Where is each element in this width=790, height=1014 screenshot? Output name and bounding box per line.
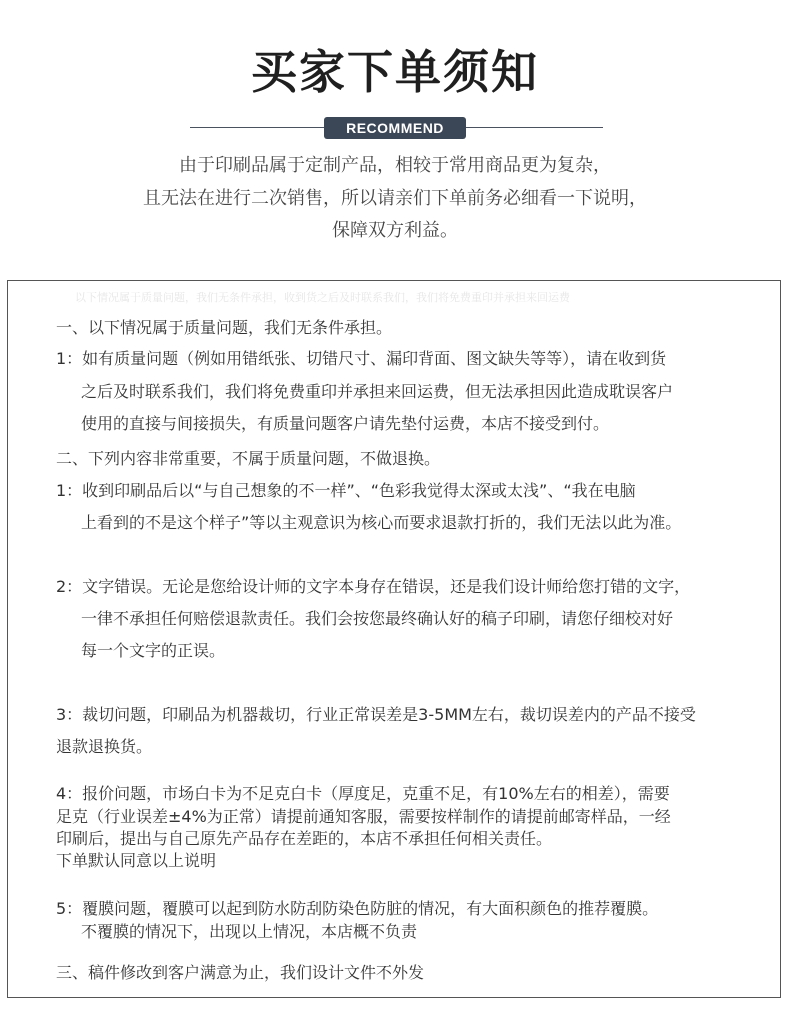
section-2-heading: 二、下列内容非常重要，不属于质量问题，不做退换。 <box>56 449 441 468</box>
divider-left <box>190 127 324 128</box>
page-title: 买家下单须知 <box>251 45 539 99</box>
item-2-4-line-3: 印刷后，提出与自己原先产品存在差距的，本店不承担任何相关责任。 <box>56 829 553 848</box>
item-2-1-line-2: 上看到的不是这个样子”等以主观意识为核心而要求退款打折的，我们无法以此为准。 <box>81 513 682 532</box>
item-2-2-line-2: 一律不承担任何赔偿退款责任。我们会按您最终确认好的稿子印刷，请您仔细校对好 <box>81 609 674 628</box>
section-3-heading: 三、稿件修改到客户满意为止，我们设计文件不外发 <box>56 963 425 982</box>
recommend-badge: RECOMMEND <box>324 117 466 139</box>
item-2-1-line-1: 1：收到印刷品后以“与自己想象的不一样”、“色彩我觉得太深或太浅”、“我在电脑 <box>56 481 636 500</box>
section-1-heading: 一、以下情况属于质量问题，我们无条件承担。 <box>56 318 393 337</box>
item-2-4-line-2: 足克（行业误差±4%为正常）请提前通知客服，需要按样制作的请提前邮寄样品，一经 <box>56 807 671 826</box>
item-1-1-line-3: 使用的直接与间接损失，有质量问题客户请先垫付运费，本店不接受到付。 <box>81 414 610 433</box>
faded-watermark-text: 以下情况属于质量问题，我们无条件承担，收到货之后及时联系我们，我们将免费重印并承担来回运费 <box>75 291 570 304</box>
item-2-3-line-1: 3：裁切问题，印刷品为机器裁切，行业正常误差是3-5MM左右，裁切误差内的产品不接受 <box>56 705 696 724</box>
intro-line-3: 保障双方利益。 <box>332 220 458 241</box>
item-2-4-line-4: 下单默认同意以上说明 <box>56 851 217 870</box>
item-2-4-line-1: 4：报价问题，市场白卡为不足克白卡（厚度足，克重不足，有10%左右的相差），需要 <box>56 784 670 803</box>
item-2-3-line-2: 退款退换货。 <box>56 737 153 756</box>
intro-line-1: 由于印刷品属于定制产品，相较于常用商品更为复杂， <box>179 155 611 176</box>
item-2-5-line-1: 5：覆膜问题，覆膜可以起到防水防刮防染色防脏的情况，有大面积颜色的推荐覆膜。 <box>56 899 659 918</box>
divider-right <box>466 127 603 128</box>
intro-line-2: 且无法在进行二次销售，所以请亲们下单前务必细看一下说明， <box>143 188 647 209</box>
item-2-2-line-3: 每一个文字的正误。 <box>81 641 226 660</box>
item-2-2-line-1: 2：文字错误。无论是您给设计师的文字本身存在错误，还是我们设计师给您打错的文字， <box>56 577 691 596</box>
item-1-1-line-2: 之后及时联系我们，我们将免费重印并承担来回运费，但无法承担因此造成耽误客户 <box>81 382 674 401</box>
item-1-1-line-1: 1：如有质量问题（例如用错纸张、切错尺寸、漏印背面、图文缺失等等），请在收到货 <box>56 349 667 368</box>
item-2-5-line-2: 不覆膜的情况下，出现以上情况，本店概不负责 <box>81 922 418 941</box>
